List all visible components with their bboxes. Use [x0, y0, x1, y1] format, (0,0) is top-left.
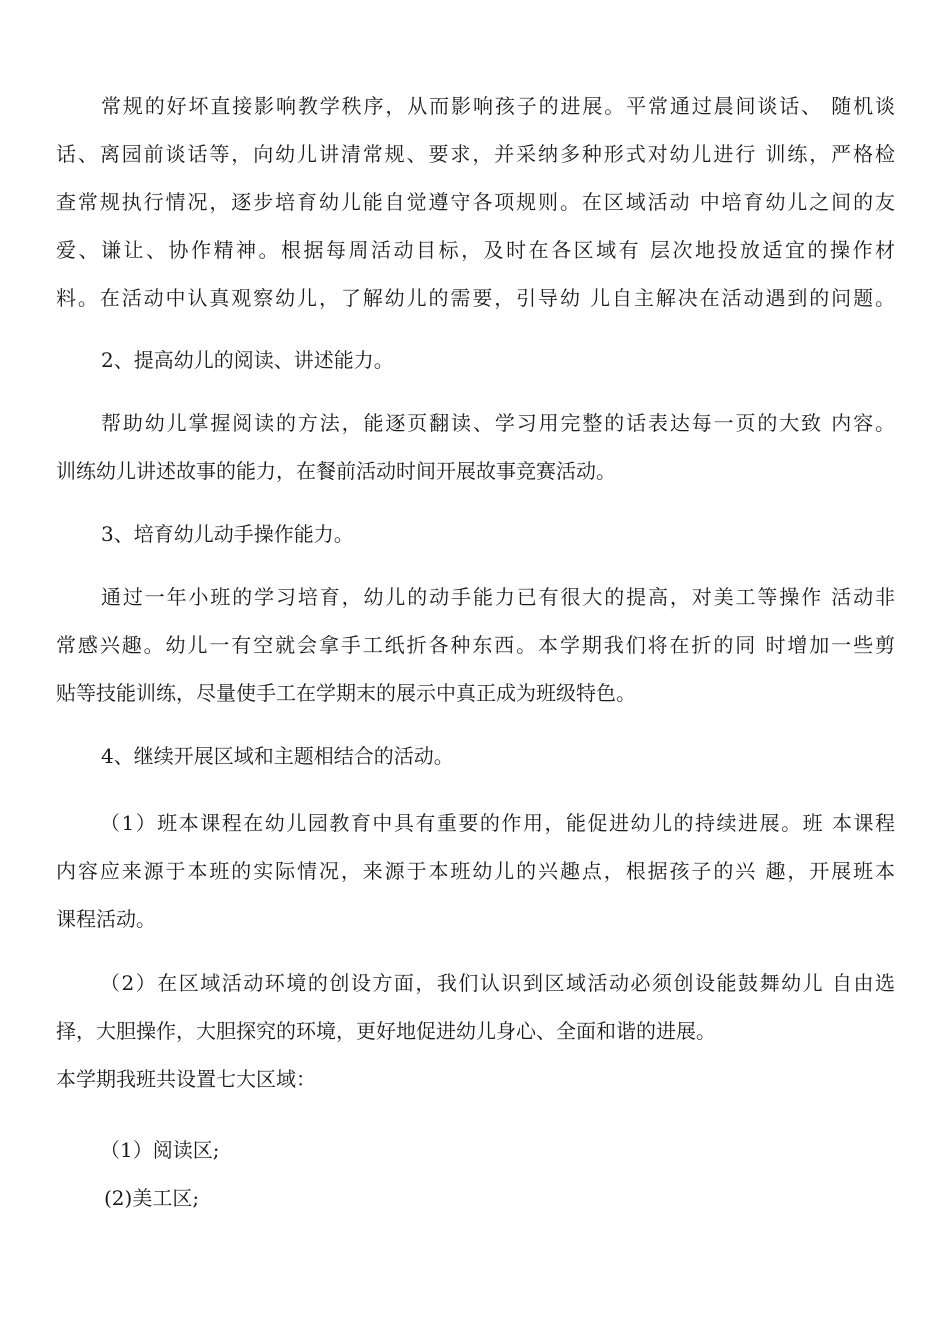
text-line: 查常规执行情况，逐步培育幼儿能自觉遵守各项规则。在区域活动 中培育幼儿之间的友 [56, 190, 895, 214]
text-line: 常感兴趣。幼儿一有空就会拿手工纸折各种东西。本学期我们将在折的同 时增加一些剪 [56, 633, 895, 657]
text-line: 话、离园前谈话等，向幼儿讲清常规、要求，并采纳多种形式对幼儿进行 训练，严格检 [56, 142, 895, 166]
text-line: （1）班本课程在幼儿园教育中具有重要的作用，能促进幼儿的持续进展。班 本课程 [100, 811, 895, 835]
text-line: 课程活动。 [56, 907, 156, 931]
text-line: 料。在活动中认真观察幼儿，了解幼儿的需要，引导幼 儿自主解决在活动遇到的问题。 [56, 286, 895, 310]
section-heading: 4、继续开展区域和主题相结合的活动。 [101, 744, 454, 768]
text-line: 本学期我班共设置七大区域： [56, 1067, 316, 1091]
text-line: 通过一年小班的学习培育，幼儿的动手能力已有很大的提高，对美工等操作 活动非 [101, 585, 895, 609]
text-line: 常规的好坏直接影响教学秩序，从而影响孩子的进展。平常通过晨间谈话、 随机谈 [101, 94, 895, 118]
text-line: 爱、谦让、协作精神。根据每周活动目标，及时在各区域有 层次地投放适宜的操作材 [56, 238, 895, 262]
text-line: 内容应来源于本班的实际情况，来源于本班幼儿的兴趣点，根据孩子的兴 趣，开展班本 [56, 859, 895, 883]
text-line: 训练幼儿讲述故事的能力，在餐前活动时间开展故事竞赛活动。 [56, 459, 616, 483]
text-line: 帮助幼儿掌握阅读的方法，能逐页翻读、学习用完整的话表达每一页的大致 内容。 [101, 411, 895, 435]
section-heading: 2、提高幼儿的阅读、讲述能力。 [101, 348, 394, 372]
section-heading: 3、培育幼儿动手操作能力。 [101, 522, 354, 546]
text-line: 贴等技能训练，尽量使手工在学期末的展示中真正成为班级特色。 [56, 681, 636, 705]
text-line: 择，大胆操作，大胆探究的环境，更好地促进幼儿身心、全面和谐的进展。 [56, 1019, 716, 1043]
text-line: （2）在区域活动环境的创设方面，我们认识到区域活动必须创设能鼓舞幼儿 自由选 [100, 971, 895, 995]
list-item: (2)美工区; [104, 1186, 200, 1210]
list-item: （1）阅读区; [100, 1138, 220, 1162]
